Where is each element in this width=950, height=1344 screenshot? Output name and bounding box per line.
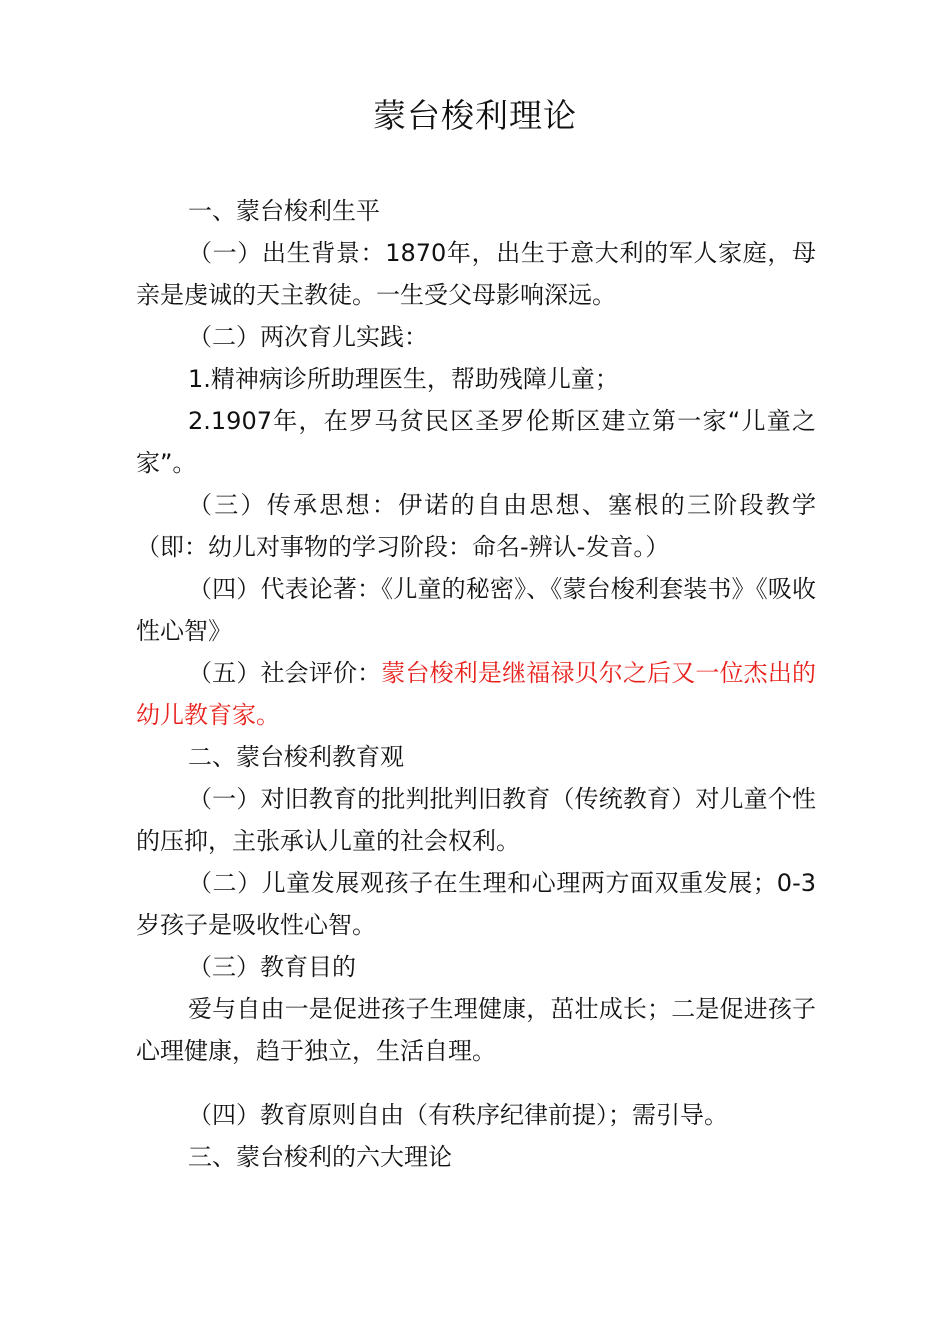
paragraph-critique-old-education: （一）对旧教育的批判批判旧教育（传统教育）对儿童个性的压抑，主张承认儿童的社会权利。 [136,785,816,855]
paragraph-education-goal: 爱与自由一是促进孩子生理健康，茁壮成长；二是促进孩子心理健康，趋于独立，生活自理。 [136,995,816,1065]
paragraph-practice-heading: （二）两次育儿实践： [188,323,428,351]
section-heading-biography: 一、蒙台梭利生平 [188,197,380,225]
paragraph-representative-works: （四）代表论著：《儿童的秘密》、《蒙台梭利套装书》《吸收性心智》 [136,575,816,645]
evaluation-highlight-text: 蒙台梭利是继福禄贝尔之后又一位杰出的幼儿教育家。 [136,659,816,729]
evaluation-label: （五）社会评价： [188,659,382,687]
section-heading-six-theories: 三、蒙台梭利的六大理论 [188,1143,452,1171]
paragraph-child-development: （二）儿童发展观孩子在生理和心理两方面双重发展；0-3岁孩子是吸收性心智。 [136,869,816,939]
document-title: 蒙台梭利理论 [373,96,577,135]
section-heading-education-view: 二、蒙台梭利教育观 [188,743,404,771]
paragraph-education-goal-heading: （三）教育目的 [188,953,356,981]
paragraph-birth-background: （一）出生背景：1870年，出生于意大利的军人家庭，母亲是虔诚的天主教徒。一生受父母影响深远。 [136,239,816,309]
paragraph-practice-item-2: 2.1907年，在罗马贫民区圣罗伦斯区建立第一家“儿童之家”。 [136,407,816,477]
paragraph-inherited-ideas: （三）传承思想：伊诺的自由思想、塞根的三阶段教学（即：幼儿对事物的学习阶段：命名-辨认-发音。） [136,491,816,561]
paragraph-education-principle: （四）教育原则自由（有秩序纪律前提）；需引导。 [188,1101,728,1129]
paragraph-practice-item-1: 1.精神病诊所助理医生，帮助残障儿童； [188,365,619,393]
document-body [136,190,816,1178]
paragraph-social-evaluation [136,652,816,736]
